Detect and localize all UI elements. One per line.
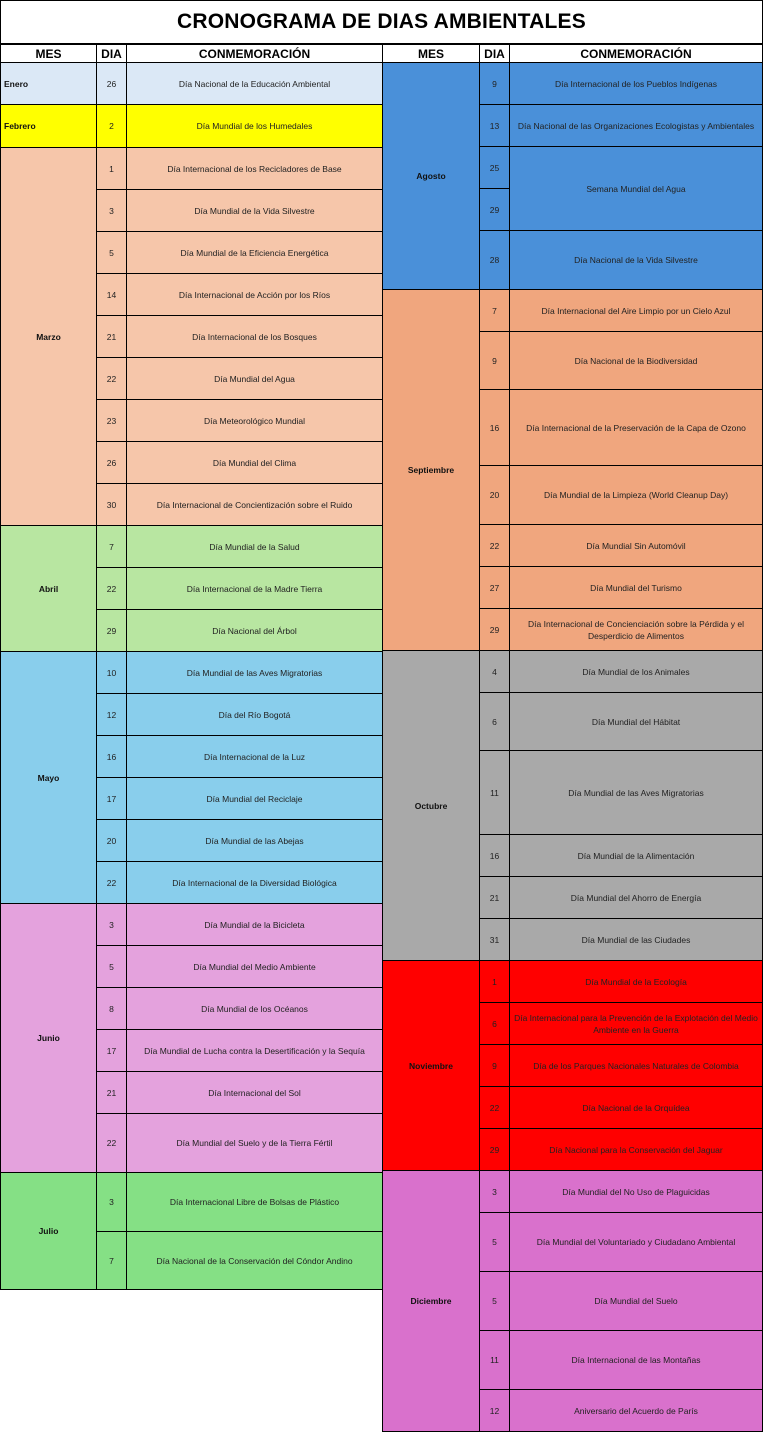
day-cell: 1 <box>96 147 127 190</box>
event-name: Día Internacional para la Prevención de la Explotación del Medio Ambiente en la Guerra <box>509 1002 763 1045</box>
day-cell: 29 <box>479 1128 510 1171</box>
header-dia-right: DIA <box>479 44 510 63</box>
month-marzo: Marzo <box>0 147 97 526</box>
day-cell: 23 <box>96 399 127 442</box>
month-noviembre: Noviembre <box>382 960 480 1171</box>
event-name: Día Mundial del Reciclaje <box>126 777 383 820</box>
day-cell: 22 <box>479 1086 510 1129</box>
event-name: Día Mundial Sin Automóvil <box>509 524 763 567</box>
header-conmemoracion-right: CONMEMORACIÓN <box>509 44 763 63</box>
event-name: Día Mundial de las Aves Migratorias <box>509 750 763 835</box>
event-name: Semana Mundial del Agua <box>509 146 763 231</box>
event-name: Día de los Parques Nacionales Naturales de Colombia <box>509 1044 763 1087</box>
day-cell: 28 <box>479 230 510 290</box>
page-title: CRONOGRAMA DE DIAS AMBIENTALES <box>0 0 763 44</box>
event-name: Día Mundial del Suelo <box>509 1271 763 1331</box>
day-cell: 4 <box>479 650 510 693</box>
event-name: Día Internacional de la Diversidad Biológica <box>126 861 383 904</box>
event-name: Día Nacional de la Biodiversidad <box>509 331 763 390</box>
event-name: Día Internacional del Aire Limpio por un Cielo Azul <box>509 289 763 332</box>
event-name: Día Internacional de los Pueblos Indígenas <box>509 62 763 105</box>
day-cell: 21 <box>96 315 127 358</box>
event-name: Día Nacional de la Conservación del Cóndor Andino <box>126 1231 383 1290</box>
day-cell: 20 <box>96 819 127 862</box>
day-cell: 5 <box>479 1212 510 1272</box>
day-cell: 22 <box>96 567 127 610</box>
event-name: Día Meteorológico Mundial <box>126 399 383 442</box>
day-cell: 3 <box>96 903 127 946</box>
event-name: Día Mundial de la Limpieza (World Cleanup Day) <box>509 465 763 525</box>
day-cell: 22 <box>96 1113 127 1173</box>
event-name: Día Mundial de la Alimentación <box>509 834 763 877</box>
event-name: Día Internacional de Concienciación sobre la Pérdida y el Desperdicio de Alimentos <box>509 608 763 651</box>
day-cell: 22 <box>479 524 510 567</box>
day-cell: 7 <box>479 289 510 332</box>
event-name: Día Mundial del No Uso de Plaguicidas <box>509 1170 763 1213</box>
event-name: Día Nacional de las Organizaciones Ecologistas y Ambientales <box>509 104 763 147</box>
event-name: Día del Río Bogotá <box>126 693 383 736</box>
day-cell: 5 <box>96 945 127 988</box>
day-cell: 22 <box>96 357 127 400</box>
event-name: Día Nacional del Árbol <box>126 609 383 652</box>
day-cell: 30 <box>96 483 127 526</box>
day-cell: 6 <box>479 1002 510 1045</box>
event-name: Día Mundial de los Animales <box>509 650 763 693</box>
event-name: Día Mundial de los Humedales <box>126 104 383 148</box>
day-cell: 17 <box>96 1029 127 1072</box>
event-name: Día Nacional de la Educación Ambiental <box>126 62 383 105</box>
event-name: Día Internacional de las Montañas <box>509 1330 763 1390</box>
month-agosto: Agosto <box>382 62 480 290</box>
event-name: Día Mundial de los Océanos <box>126 987 383 1030</box>
month-junio: Junio <box>0 903 97 1173</box>
event-name: Día Nacional para la Conservación del Jaguar <box>509 1128 763 1171</box>
day-cell: 20 <box>479 465 510 525</box>
event-name: Día Internacional de los Bosques <box>126 315 383 358</box>
day-cell: 29 <box>479 188 510 231</box>
event-name: Día Mundial del Agua <box>126 357 383 400</box>
day-cell: 3 <box>479 1170 510 1213</box>
event-name: Día Mundial de la Bicicleta <box>126 903 383 946</box>
day-cell: 13 <box>479 104 510 147</box>
event-name: Día Mundial de la Vida Silvestre <box>126 189 383 232</box>
event-name: Día Internacional de la Preservación de la Capa de Ozono <box>509 389 763 466</box>
day-cell: 25 <box>479 146 510 189</box>
event-name: Día Mundial de las Aves Migratorias <box>126 651 383 694</box>
day-cell: 10 <box>96 651 127 694</box>
header-mes-left: MES <box>0 44 97 63</box>
day-cell: 31 <box>479 918 510 961</box>
event-name: Día Mundial del Ahorro de Energía <box>509 876 763 919</box>
event-name: Día Internacional de los Recicladores de Base <box>126 147 383 190</box>
day-cell: 16 <box>96 735 127 778</box>
day-cell: 29 <box>479 608 510 651</box>
event-name: Día Internacional de Concientización sobre el Ruido <box>126 483 383 526</box>
day-cell: 8 <box>96 987 127 1030</box>
day-cell: 12 <box>479 1389 510 1432</box>
day-cell: 16 <box>479 834 510 877</box>
day-cell: 14 <box>96 273 127 316</box>
event-name: Día Mundial de la Eficiencia Energética <box>126 231 383 274</box>
month-abril: Abril <box>0 525 97 652</box>
day-cell: 16 <box>479 389 510 466</box>
header-dia-left: DIA <box>96 44 127 63</box>
header-conmemoracion-left: CONMEMORACIÓN <box>126 44 383 63</box>
day-cell: 11 <box>479 750 510 835</box>
day-cell: 3 <box>96 1172 127 1232</box>
day-cell: 26 <box>96 441 127 484</box>
event-name: Día Nacional de la Vida Silvestre <box>509 230 763 290</box>
event-name: Día Mundial del Turismo <box>509 566 763 609</box>
month-septiembre: Septiembre <box>382 289 480 651</box>
day-cell: 6 <box>479 692 510 751</box>
event-name: Día Mundial de las Abejas <box>126 819 383 862</box>
day-cell: 26 <box>96 62 127 105</box>
event-name: Día Mundial del Medio Ambiente <box>126 945 383 988</box>
event-name: Día Mundial de Lucha contra la Desertificación y la Sequía <box>126 1029 383 1072</box>
day-cell: 9 <box>479 1044 510 1087</box>
day-cell: 7 <box>96 525 127 568</box>
month-enero: Enero <box>0 62 97 105</box>
event-name: Día Mundial del Voluntariado y Ciudadano Ambiental <box>509 1212 763 1272</box>
day-cell: 21 <box>479 876 510 919</box>
month-octubre: Octubre <box>382 650 480 961</box>
event-name: Día Internacional de Acción por los Ríos <box>126 273 383 316</box>
event-name: Aniversario del Acuerdo de París <box>509 1389 763 1432</box>
event-name: Día Internacional del Sol <box>126 1071 383 1114</box>
event-name: Día Mundial de la Salud <box>126 525 383 568</box>
day-cell: 11 <box>479 1330 510 1390</box>
day-cell: 3 <box>96 189 127 232</box>
event-name: Día Mundial de las Ciudades <box>509 918 763 961</box>
day-cell: 27 <box>479 566 510 609</box>
day-cell: 9 <box>479 62 510 105</box>
month-febrero: Febrero <box>0 104 97 148</box>
event-name: Día Mundial del Clima <box>126 441 383 484</box>
day-cell: 12 <box>96 693 127 736</box>
event-name: Día Mundial del Suelo y de la Tierra Fértil <box>126 1113 383 1173</box>
day-cell: 7 <box>96 1231 127 1290</box>
day-cell: 22 <box>96 861 127 904</box>
day-cell: 21 <box>96 1071 127 1114</box>
event-name: Día Internacional de la Madre Tierra <box>126 567 383 610</box>
month-diciembre: Diciembre <box>382 1170 480 1432</box>
event-name: Día Internacional de la Luz <box>126 735 383 778</box>
event-name: Día Mundial del Hábitat <box>509 692 763 751</box>
month-julio: Julio <box>0 1172 97 1290</box>
day-cell: 2 <box>96 104 127 148</box>
day-cell: 1 <box>479 960 510 1003</box>
day-cell: 17 <box>96 777 127 820</box>
day-cell: 5 <box>96 231 127 274</box>
event-name: Día Nacional de la Orquídea <box>509 1086 763 1129</box>
day-cell: 5 <box>479 1271 510 1331</box>
month-mayo: Mayo <box>0 651 97 904</box>
event-name: Día Mundial de la Ecología <box>509 960 763 1003</box>
header-mes-right: MES <box>382 44 480 63</box>
event-name: Día Internacional Libre de Bolsas de Plástico <box>126 1172 383 1232</box>
day-cell: 29 <box>96 609 127 652</box>
day-cell: 9 <box>479 331 510 390</box>
